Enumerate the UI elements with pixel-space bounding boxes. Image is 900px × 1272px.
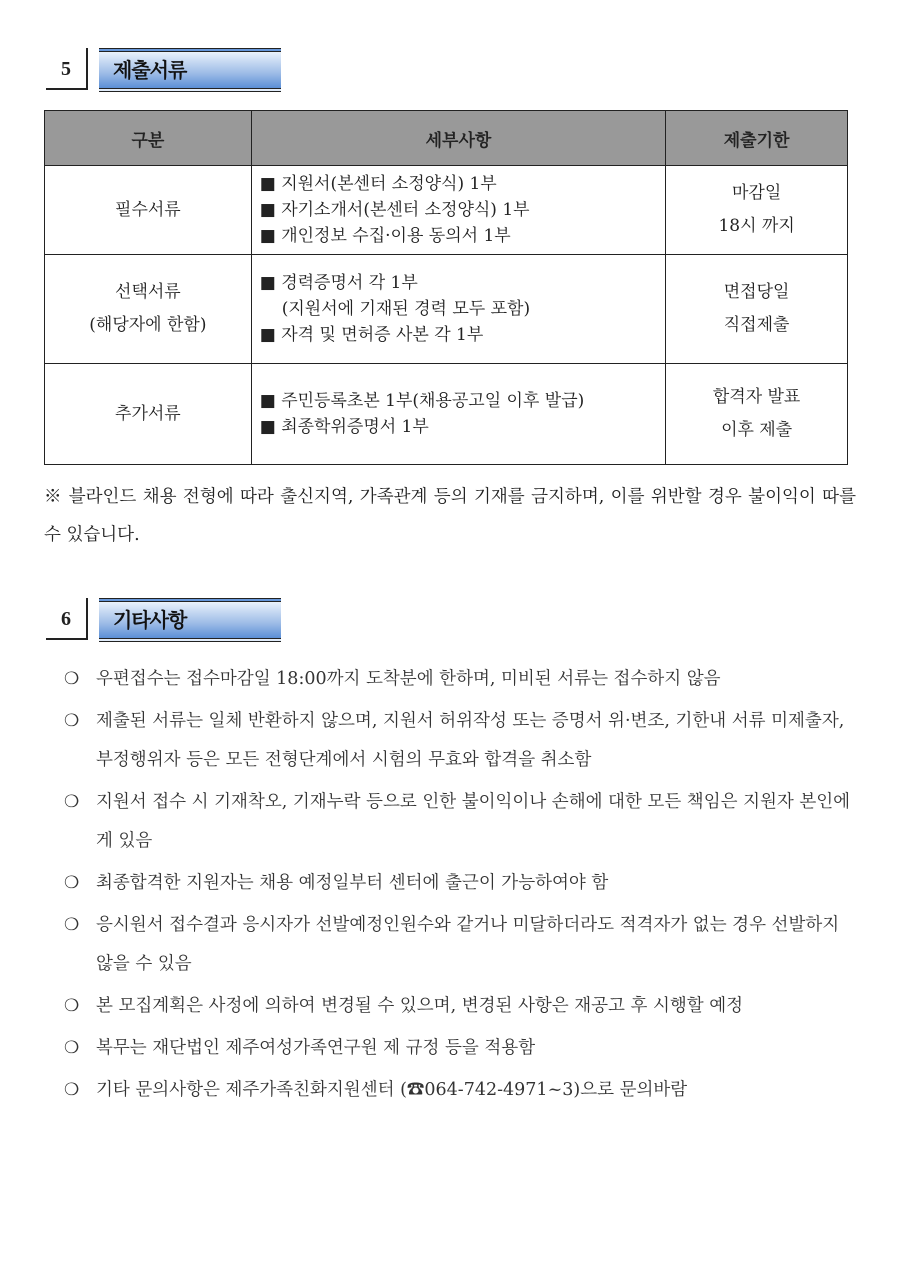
category-text: 선택서류 [115,282,181,302]
circle-bullet-icon: ❍ [64,669,80,689]
circle-bullet-icon: ❍ [64,1038,80,1058]
category-text: (해당자에 한함) [89,315,207,335]
circle-bullet-icon: ❍ [64,915,80,935]
category-cell [45,364,252,465]
documents-table [44,110,848,465]
table-row [45,255,848,364]
list-item: ❍ 기타 문의사항은 제주가족친화지원센터 (☎064-742-4971~3)으로 문의바람 [64,1071,860,1110]
table-row [45,166,848,255]
list-item: ❍ 최종합격한 지원자는 채용 예정일부터 센터에 출근이 가능하여야 함 [64,864,860,903]
list-item: ❍ 지원서 접수 시 기재착오, 기재누락 등으로 인한 불이익이나 손해에 대한 모든 책임은 지원자 본인에게 있음 [64,783,860,861]
deadline-cell [666,364,848,465]
blind-hiring-note: ※ 블라인드 채용 전형에 따라 출신지역, 가족관계 등의 기재를 금지하며, 이를 위반할 경우 불이익이 따를 수 있습니다. [44,487,856,545]
section-title: 제출서류 [99,48,281,92]
details-cell [251,364,665,465]
table-row [45,364,848,465]
category-text: 필수서류 [115,199,181,220]
deadline-text: 이후 제출 [721,420,793,440]
circle-bullet-icon: ❍ [64,1080,80,1100]
section-number: 6 [46,598,88,640]
list-item: ❍ 복무는 재단법인 제주여성가족연구원 제 규정 등을 적용함 [64,1029,860,1068]
category-cell [45,255,252,364]
circle-bullet-icon: ❍ [64,873,80,893]
deadline-cell [666,255,848,364]
list-item: ❍ 응시원서 접수결과 응시자가 선발예정인원수와 같거나 미달하더라도 적격자가 없는 경우 선발하지 않을 수 있음 [64,906,860,984]
detail-item: ■ 최종학위증명서 1부 [259,417,429,437]
table-header-row [45,111,848,166]
detail-item: ■ 자기소개서(본센터 소정양식) 1부 [259,200,530,220]
header-cell: 제출기한 [666,111,848,166]
detail-item: ■ 경력증명서 각 1부 [259,273,418,293]
section-number: 5 [46,48,88,90]
deadline-text: 마감일 [731,183,782,203]
list-item: ❍ 제출된 서류는 일체 반환하지 않으며, 지원서 허위작성 또는 증명서 위·변조, 기한내 서류 미제출자, 부정행위자 등은 모든 전형단계에서 시험의 무효와 합격을 취소함 [64,702,860,780]
section-title: 기타사항 [99,598,281,642]
details-cell [251,255,665,364]
deadline-text: 18시 까지 [718,216,795,236]
header-cell: 세부사항 [251,111,665,166]
category-cell [45,166,252,255]
detail-item: ■ 개인정보 수집·이용 동의서 1부 [259,226,511,246]
deadline-text: 면접당일 [723,282,790,302]
list-item: ❍ 본 모집계획은 사정에 의하여 변경될 수 있으며, 변경된 사항은 재공고 후 시행할 예정 [64,987,860,1026]
deadline-cell [666,166,848,255]
detail-item: ■ 지원서(본센터 소정양식) 1부 [259,174,497,194]
deadline-text: 합격자 발표 [712,387,801,407]
list-item: ❍ 우편접수는 접수마감일 18:00까지 도착분에 한하며, 미비된 서류는 접수하지 않음 [64,660,860,699]
header-cell: 구분 [45,111,252,166]
circle-bullet-icon: ❍ [64,996,80,1016]
detail-item: ■ 주민등록초본 1부(채용공고일 이후 발급) [259,391,585,411]
detail-item: ■ 자격 및 면허증 사본 각 1부 [259,325,484,345]
deadline-text: 직접제출 [723,315,790,335]
other-items-list [64,660,860,1113]
circle-bullet-icon: ❍ [64,792,80,812]
circle-bullet-icon: ❍ [64,711,80,731]
details-cell [251,166,665,255]
detail-item: (지원서에 기재된 경력 모두 포함) [281,299,531,319]
category-text: 추가서류 [115,403,181,424]
